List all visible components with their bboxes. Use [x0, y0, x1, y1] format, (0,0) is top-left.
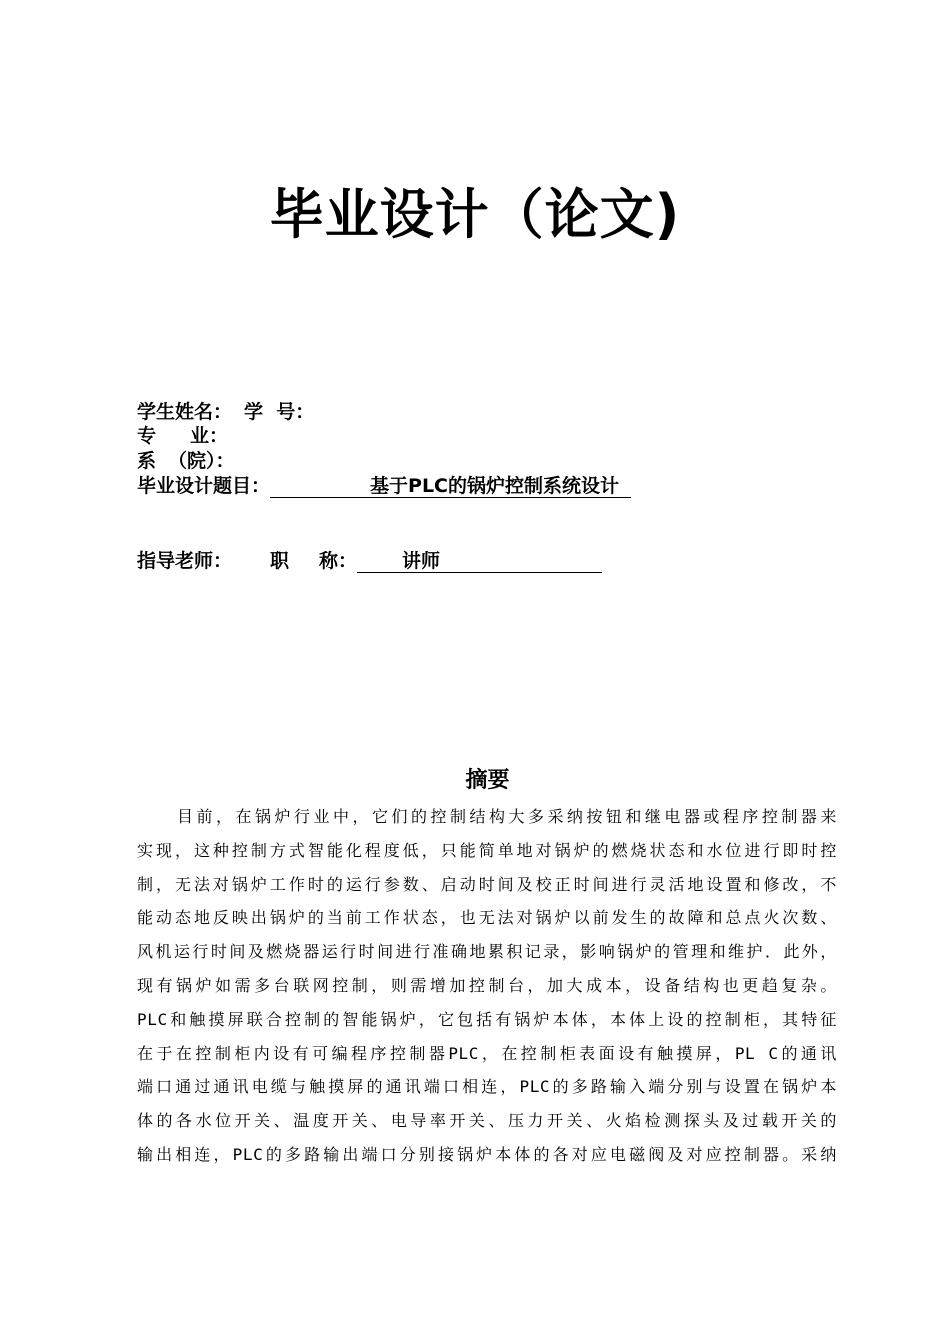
student-name-row [137, 400, 314, 424]
major-label-part2: 业： [190, 425, 229, 447]
abstract-line: 在于在控制柜内设有可编程序控制器PLC，在控制柜表面设有触摸屏，PL C的通讯 [137, 1043, 837, 1063]
rank-label-part2: 称： [319, 550, 358, 572]
abstract-body [137, 800, 837, 1172]
rank-label-part1: 职 [270, 550, 290, 572]
major-label-part1: 专 [137, 425, 157, 447]
student-name-label: 学生姓名： [137, 401, 233, 423]
abstract-line: 目前，在锅炉行业中，它们的控制结构大多采纳按钮和继电器或程序控制器来 [177, 807, 837, 826]
department-label-part1: 系 [137, 450, 157, 472]
abstract-line: 现有锅炉如需多台联网控制，则需增加控制台，加大成本，设备结构也更趋复杂。 [137, 975, 837, 995]
topic-value: 基于PLC的锅炉控制系统设计 [270, 475, 631, 498]
abstract-line: 输出相连，PLC的多路输出端口分别接锅炉本体的各对应电磁阀及对应控制器。采纳 [137, 1144, 837, 1164]
thesis-title: 毕业设计（论文) [269, 183, 681, 246]
topic-row [137, 474, 631, 498]
abstract-heading: 摘要 [465, 768, 510, 793]
abstract-line: 风机运行时间及燃烧器运行时间进行准确地累积记录，影响锅炉的管理和维护．此外， [137, 942, 837, 962]
abstract-line: 体的各水位开关、温度开关、电导率开关、压力开关、火焰检测探头及过载开关的 [137, 1111, 837, 1131]
advisor-label: 指导老师： [137, 550, 233, 572]
rank-value: 讲师 [357, 550, 602, 573]
department-row [137, 449, 235, 473]
abstract-line: 实现，这种控制方式智能化程度低，只能简单地对锅炉的燃烧状态和水位进行即时控 [137, 840, 837, 860]
advisor-row [137, 549, 602, 573]
abstract-line: PLC和触摸屏联合控制的智能锅炉，它包括有锅炉本体，本体上设的控制柜，其特征 [137, 1009, 837, 1029]
abstract-line: 制，无法对锅炉工作时的运行参数、启动时间及校正时间进行灵活地设置和修改，不 [137, 874, 837, 894]
major-row [137, 424, 228, 448]
student-id-label: 学 号： [244, 401, 315, 423]
topic-label: 毕业设计题目： [137, 475, 271, 497]
abstract-line: 端口通过通讯电缆与触摸屏的通讯端口相连，PLC的多路输入端分别与设置在锅炉本 [137, 1077, 837, 1097]
abstract-line: 能动态地反映出锅炉的当前工作状态，也无法对锅炉以前发生的故障和总点火次数、 [137, 908, 837, 928]
department-label-part2: （院）： [168, 450, 235, 472]
